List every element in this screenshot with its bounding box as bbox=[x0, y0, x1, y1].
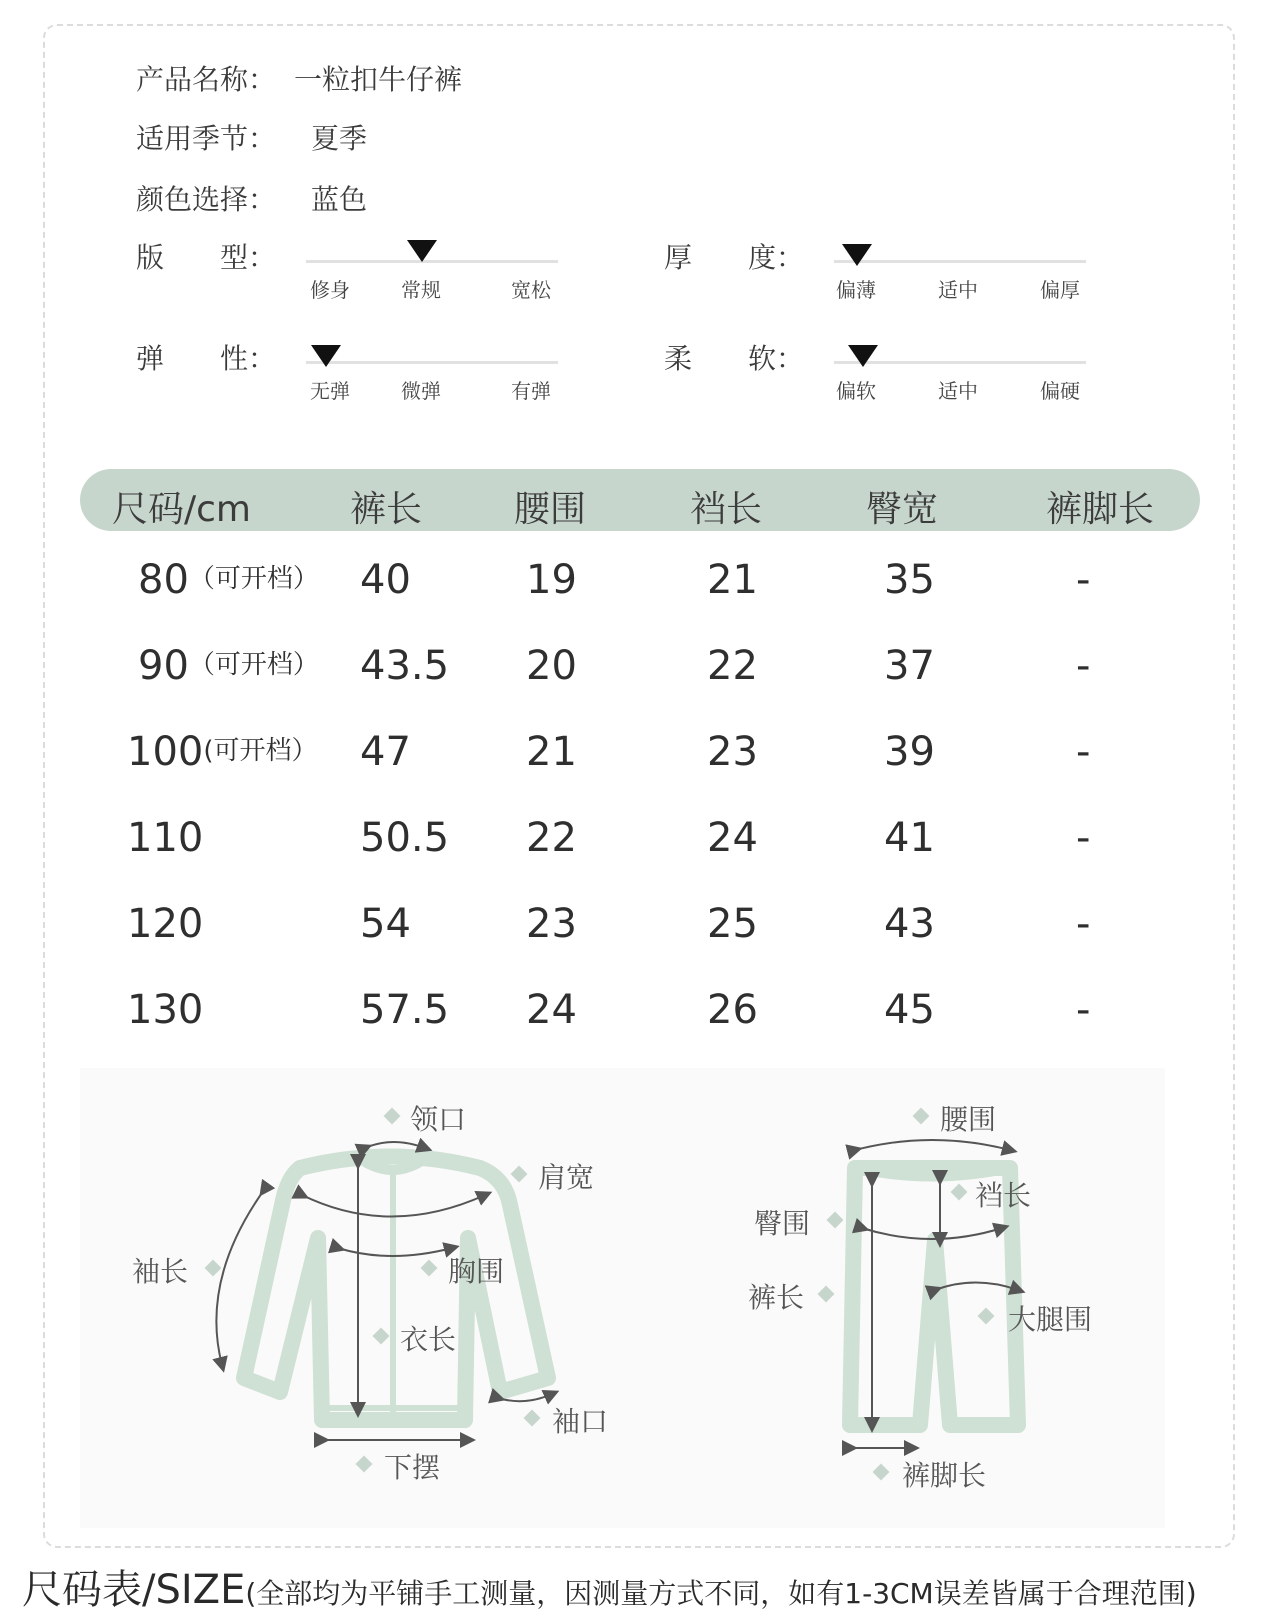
length-cell: 50.5 bbox=[360, 815, 450, 861]
hem-cell: - bbox=[1076, 815, 1091, 861]
waist-cell: 21 bbox=[526, 729, 577, 775]
rise-cell: 22 bbox=[707, 643, 758, 689]
collar-label: 领口 bbox=[410, 1103, 467, 1136]
thickness-option: 偏薄 bbox=[836, 278, 876, 302]
header-waist: 腰围 bbox=[514, 489, 587, 530]
softness-option: 偏软 bbox=[836, 379, 876, 403]
hip-cell: 43 bbox=[884, 901, 935, 947]
softness-label: 柔 软： bbox=[664, 342, 805, 375]
hem-cell: - bbox=[1076, 987, 1091, 1033]
length-cell: 54 bbox=[360, 901, 411, 947]
hem-label: 下摆 bbox=[384, 1451, 441, 1484]
fit-option: 宽松 bbox=[511, 278, 551, 302]
thickness-option: 适中 bbox=[938, 278, 978, 302]
fit-option: 修身 bbox=[310, 278, 350, 302]
header-rise: 裆长 bbox=[690, 489, 763, 530]
chest-label: 胸围 bbox=[448, 1255, 505, 1288]
hem-cell: - bbox=[1076, 729, 1091, 775]
leg-opening-label: 裤脚长 bbox=[902, 1459, 987, 1492]
hem-cell: - bbox=[1076, 643, 1091, 689]
length-label: 裤长 bbox=[748, 1281, 805, 1314]
rise-cell: 23 bbox=[707, 729, 758, 775]
header-length: 裤长 bbox=[350, 489, 423, 530]
hip-label: 臀围 bbox=[754, 1207, 811, 1240]
size-chart-footer bbox=[22, 1558, 1197, 1615]
waist-cell: 22 bbox=[526, 815, 577, 861]
thickness-label: 厚 度： bbox=[664, 241, 805, 274]
shoulder-label: 肩宽 bbox=[538, 1161, 595, 1194]
size-cell: 110 bbox=[127, 815, 204, 861]
footer-title: 尺码表/SIZE bbox=[22, 1567, 246, 1613]
rise-cell: 25 bbox=[707, 901, 758, 947]
hem-cell: - bbox=[1076, 557, 1091, 603]
hip-cell: 35 bbox=[884, 557, 935, 603]
rise-cell: 24 bbox=[707, 815, 758, 861]
hip-cell: 41 bbox=[884, 815, 935, 861]
stretch-option: 有弹 bbox=[511, 379, 551, 403]
rise-label: 裆长 bbox=[975, 1179, 1032, 1212]
size-cell: 80（可开档） bbox=[138, 557, 319, 603]
season-label: 适用季节： bbox=[136, 122, 277, 155]
sleeve-length-label: 袖长 bbox=[132, 1255, 189, 1288]
hip-cell: 39 bbox=[884, 729, 935, 775]
cuff-label: 袖口 bbox=[552, 1405, 609, 1438]
size-cell: 120 bbox=[127, 901, 204, 947]
rise-cell: 21 bbox=[707, 557, 758, 603]
size-cell: 130 bbox=[127, 987, 204, 1033]
waist-label: 腰围 bbox=[940, 1103, 997, 1136]
waist-cell: 20 bbox=[526, 643, 577, 689]
length-cell: 57.5 bbox=[360, 987, 450, 1033]
body-length-label: 衣长 bbox=[400, 1323, 457, 1356]
stretch-label: 弹 性： bbox=[136, 342, 277, 375]
hem-cell: - bbox=[1076, 901, 1091, 947]
color-label: 颜色选择： bbox=[136, 183, 277, 216]
waist-cell: 24 bbox=[526, 987, 577, 1033]
fit-option: 常规 bbox=[401, 278, 441, 302]
length-cell: 47 bbox=[360, 729, 411, 775]
thickness-option: 偏厚 bbox=[1040, 278, 1080, 302]
product-name-label: 产品名称： bbox=[136, 63, 277, 96]
header-hem: 裤脚长 bbox=[1046, 489, 1155, 530]
stretch-option: 无弹 bbox=[310, 379, 350, 403]
fit-label: 版 型： bbox=[136, 241, 277, 274]
softness-option: 适中 bbox=[938, 379, 978, 403]
hip-cell: 37 bbox=[884, 643, 935, 689]
header-size: 尺码/cm bbox=[112, 489, 251, 530]
hip-cell: 45 bbox=[884, 987, 935, 1033]
header-hip: 臀宽 bbox=[866, 489, 939, 530]
footer-note: (全部均为平铺手工测量，因测量方式不同，如有1-3CM误差皆属于合理范围) bbox=[245, 1577, 1197, 1610]
softness-option: 偏硬 bbox=[1040, 379, 1080, 403]
product-name-value: 一粒扣牛仔裤 bbox=[294, 63, 463, 96]
thigh-label: 大腿围 bbox=[1008, 1303, 1093, 1336]
size-cell: 90（可开档） bbox=[138, 643, 319, 689]
waist-cell: 23 bbox=[526, 901, 577, 947]
size-cell: 100(可开档） bbox=[127, 729, 318, 775]
waist-cell: 19 bbox=[526, 557, 577, 603]
length-cell: 40 bbox=[360, 557, 411, 603]
season-value: 夏季 bbox=[311, 122, 368, 155]
stretch-option: 微弹 bbox=[401, 379, 441, 403]
rise-cell: 26 bbox=[707, 987, 758, 1033]
length-cell: 43.5 bbox=[360, 643, 450, 689]
color-value: 蓝色 bbox=[311, 183, 368, 216]
